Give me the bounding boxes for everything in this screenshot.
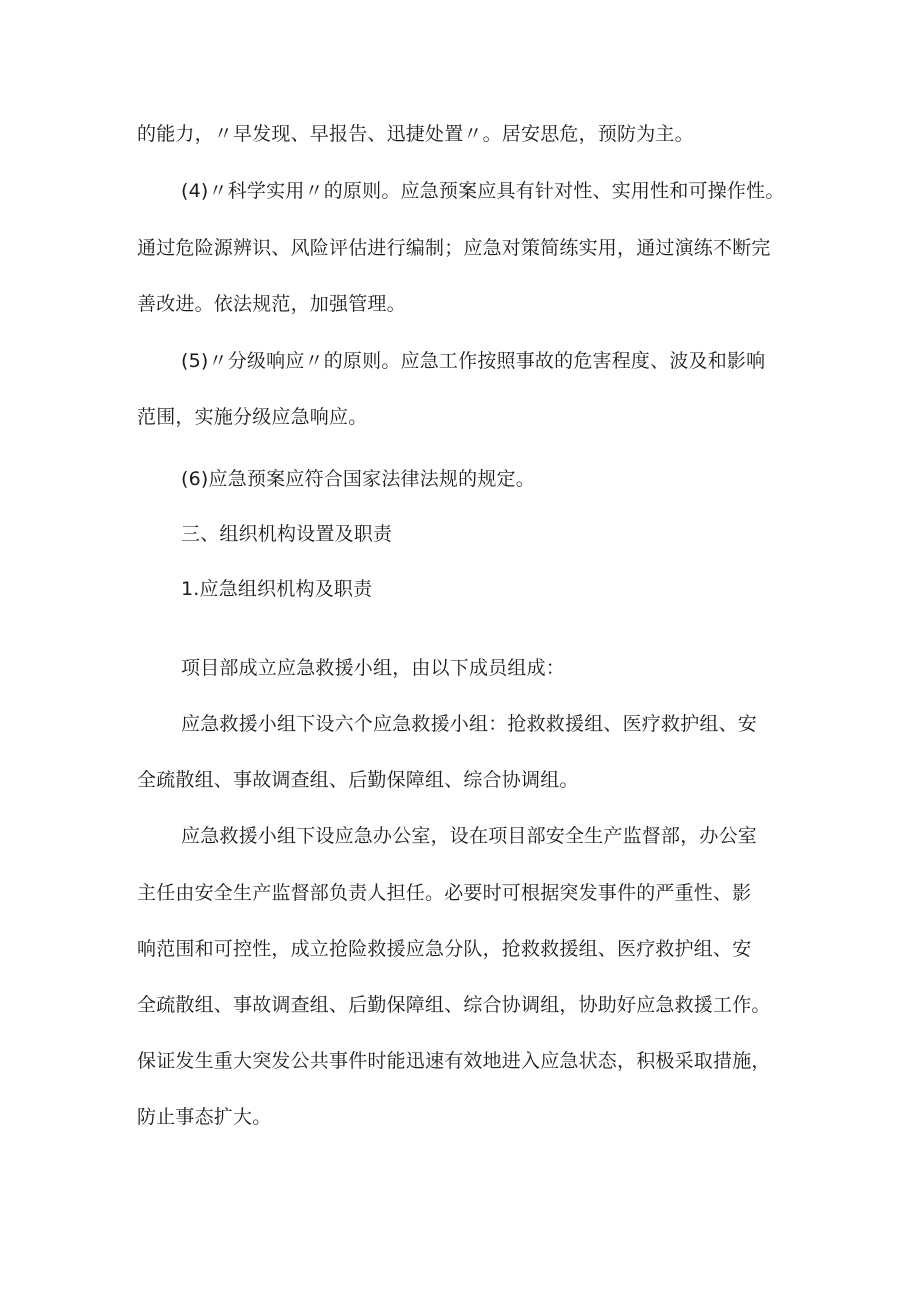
subsection-heading: 1.应急组织机构及职责	[181, 578, 373, 600]
text-line-2: (4)〃科学实用〃的原则。应急预案应具有针对性、实用性和可操作性。	[181, 180, 785, 202]
text-line-7: (6)应急预案应符合国家法律法规的规定。	[181, 468, 535, 490]
text-line-11: 应急救援小组下设六个应急救援小组：抢救救援组、医疗救护组、安	[181, 713, 758, 735]
text-line-14: 主任由安全生产监督部负责人担任。必要时可根据突发事件的严重性、影	[137, 882, 752, 904]
text-line-13: 应急救援小组下设应急办公室，设在项目部安全生产监督部，办公室	[181, 825, 758, 847]
text-line-4: 善改进。依法规范，加强管理。	[137, 293, 406, 315]
text-line-17: 保证发生重大突发公共事件时能迅速有效地进入应急状态，积极采取措施，	[137, 1050, 771, 1072]
text-line-18: 防止事态扩大。	[137, 1106, 272, 1128]
text-line-3: 通过危险源辨识、风险评估进行编制；应急对策简练实用，通过演练不断完	[137, 237, 771, 259]
text-line-16: 全疏散组、事故调查组、后勤保障组、综合协调组，协助好应急救援工作。	[137, 994, 771, 1016]
section-heading: 三、组织机构设置及职责	[181, 523, 393, 545]
text-line-15: 响范围和可控性，成立抢险救援应急分队，抢救救援组、医疗救护组、安	[137, 938, 752, 960]
text-line-5: (5)〃分级响应〃的原则。应急工作按照事故的危害程度、波及和影响	[181, 350, 766, 372]
text-line-6: 范围，实施分级应急响应。	[137, 406, 368, 428]
text-line-10: 项目部成立应急救援小组，由以下成员组成：	[181, 657, 566, 679]
text-line-1: 的能力，〃早发现、早报告、迅捷处置〃。居安思危，预防为主。	[137, 123, 694, 145]
text-line-12: 全疏散组、事故调查组、后勤保障组、综合协调组。	[137, 769, 579, 791]
